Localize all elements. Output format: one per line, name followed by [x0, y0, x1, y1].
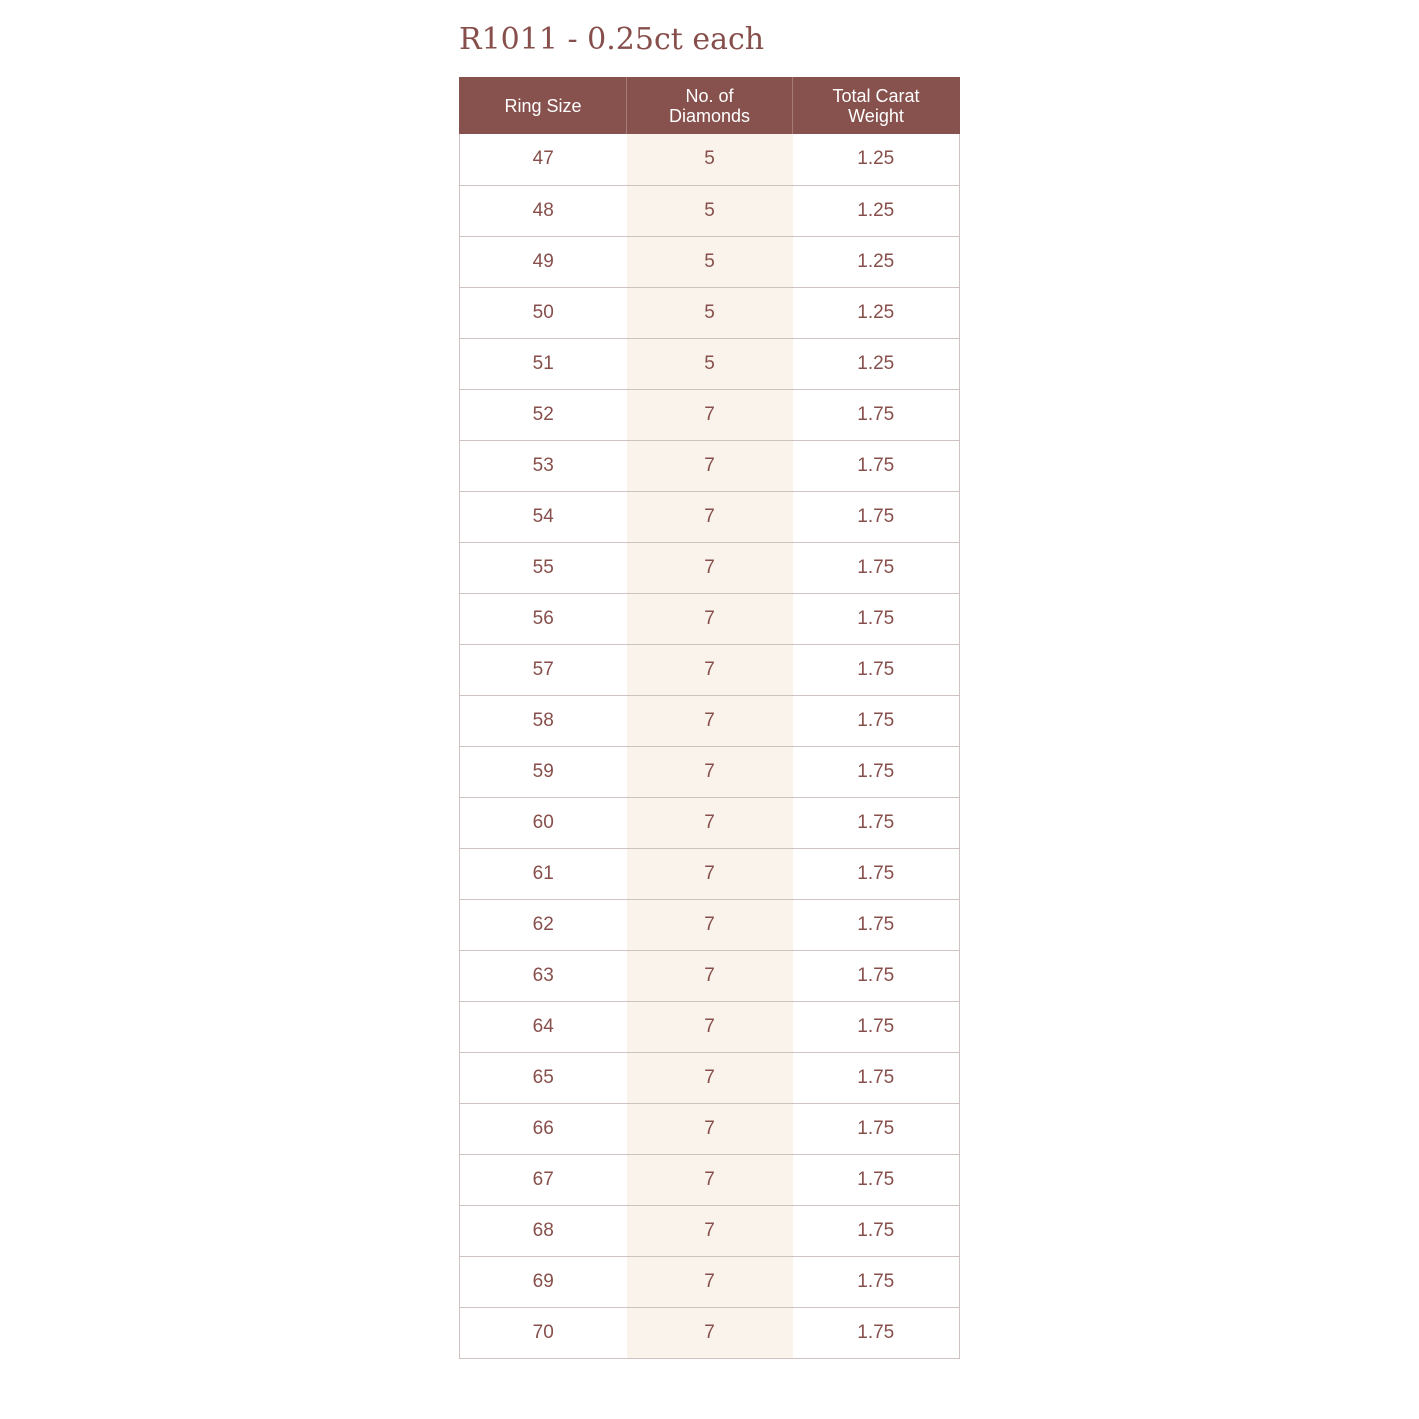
table-body [460, 134, 960, 1358]
cell-no-of-diamonds: 7 [627, 1307, 793, 1358]
table-row [460, 848, 960, 899]
cell-ring-size: 53 [460, 440, 627, 491]
cell-no-of-diamonds: 7 [627, 950, 793, 1001]
cell-total-carat-weight: 1.25 [793, 338, 960, 389]
cell-no-of-diamonds: 7 [627, 695, 793, 746]
cell-ring-size: 66 [460, 1103, 627, 1154]
table-row [460, 1256, 960, 1307]
cell-no-of-diamonds: 5 [627, 236, 793, 287]
table-row [460, 797, 960, 848]
cell-ring-size: 61 [460, 848, 627, 899]
table-row [460, 338, 960, 389]
table-row [460, 746, 960, 797]
cell-ring-size: 67 [460, 1154, 627, 1205]
cell-ring-size: 62 [460, 899, 627, 950]
cell-ring-size: 58 [460, 695, 627, 746]
cell-ring-size: 63 [460, 950, 627, 1001]
cell-ring-size: 47 [460, 134, 627, 185]
cell-ring-size: 55 [460, 542, 627, 593]
cell-total-carat-weight: 1.75 [793, 1052, 960, 1103]
header-total-carat-weight-line1: Total Carat [832, 85, 920, 106]
cell-ring-size: 65 [460, 1052, 627, 1103]
ring-size-chart [459, 20, 959, 1359]
cell-no-of-diamonds: 7 [627, 1001, 793, 1052]
cell-no-of-diamonds: 7 [627, 491, 793, 542]
table-row [460, 950, 960, 1001]
cell-no-of-diamonds: 7 [627, 899, 793, 950]
cell-total-carat-weight: 1.75 [793, 1256, 960, 1307]
cell-no-of-diamonds: 7 [627, 746, 793, 797]
table-row [460, 1205, 960, 1256]
cell-total-carat-weight: 1.25 [793, 287, 960, 338]
table-row [460, 1103, 960, 1154]
cell-no-of-diamonds: 5 [627, 134, 793, 185]
cell-total-carat-weight: 1.75 [793, 1307, 960, 1358]
cell-ring-size: 56 [460, 593, 627, 644]
cell-total-carat-weight: 1.75 [793, 1103, 960, 1154]
header-total-carat-weight-line2: Weight [848, 105, 904, 126]
table-row [460, 287, 960, 338]
table-row [460, 644, 960, 695]
cell-total-carat-weight: 1.75 [793, 848, 960, 899]
cell-total-carat-weight: 1.75 [793, 746, 960, 797]
cell-total-carat-weight: 1.75 [793, 593, 960, 644]
cell-ring-size: 57 [460, 644, 627, 695]
cell-no-of-diamonds: 7 [627, 593, 793, 644]
table-row [460, 542, 960, 593]
table-row [460, 1052, 960, 1103]
cell-total-carat-weight: 1.75 [793, 542, 960, 593]
cell-total-carat-weight: 1.25 [793, 134, 960, 185]
header-ring-size-label: Ring Size [504, 95, 582, 116]
cell-total-carat-weight: 1.75 [793, 899, 960, 950]
table-row [460, 134, 960, 185]
table-row [460, 695, 960, 746]
header-row [460, 77, 960, 134]
cell-ring-size: 70 [460, 1307, 627, 1358]
cell-ring-size: 50 [460, 287, 627, 338]
cell-total-carat-weight: 1.75 [793, 491, 960, 542]
cell-no-of-diamonds: 7 [627, 1256, 793, 1307]
cell-no-of-diamonds: 7 [627, 1154, 793, 1205]
cell-total-carat-weight: 1.75 [793, 695, 960, 746]
table-row [460, 491, 960, 542]
cell-ring-size: 68 [460, 1205, 627, 1256]
header-no-of-diamonds-line1: No. of [685, 85, 734, 106]
header-no-of-diamonds [627, 77, 793, 134]
table-row [460, 1154, 960, 1205]
cell-no-of-diamonds: 7 [627, 1205, 793, 1256]
cell-no-of-diamonds: 7 [627, 1103, 793, 1154]
cell-total-carat-weight: 1.75 [793, 389, 960, 440]
table-row [460, 236, 960, 287]
cell-total-carat-weight: 1.75 [793, 644, 960, 695]
table-row [460, 593, 960, 644]
cell-ring-size: 59 [460, 746, 627, 797]
cell-no-of-diamonds: 7 [627, 848, 793, 899]
cell-total-carat-weight: 1.75 [793, 440, 960, 491]
cell-total-carat-weight: 1.75 [793, 797, 960, 848]
cell-no-of-diamonds: 7 [627, 644, 793, 695]
cell-ring-size: 60 [460, 797, 627, 848]
cell-total-carat-weight: 1.75 [793, 950, 960, 1001]
table-row [460, 1307, 960, 1358]
cell-ring-size: 49 [460, 236, 627, 287]
cell-no-of-diamonds: 7 [627, 389, 793, 440]
cell-no-of-diamonds: 7 [627, 1052, 793, 1103]
cell-ring-size: 51 [460, 338, 627, 389]
cell-no-of-diamonds: 5 [627, 338, 793, 389]
table-row [460, 1001, 960, 1052]
cell-no-of-diamonds: 5 [627, 185, 793, 236]
cell-no-of-diamonds: 7 [627, 440, 793, 491]
cell-no-of-diamonds: 5 [627, 287, 793, 338]
table-row [460, 440, 960, 491]
table-row [460, 899, 960, 950]
cell-total-carat-weight: 1.75 [793, 1205, 960, 1256]
cell-no-of-diamonds: 7 [627, 542, 793, 593]
cell-no-of-diamonds: 7 [627, 797, 793, 848]
header-no-of-diamonds-line2: Diamonds [668, 105, 751, 126]
header-ring-size [460, 77, 627, 134]
header-total-carat-weight [793, 77, 960, 134]
diamond-weight-table [459, 77, 960, 1359]
table-header [460, 77, 960, 134]
table-row [460, 389, 960, 440]
cell-ring-size: 54 [460, 491, 627, 542]
cell-total-carat-weight: 1.75 [793, 1001, 960, 1052]
cell-total-carat-weight: 1.25 [793, 236, 960, 287]
page-title: R1011 - 0.25ct each [459, 22, 765, 57]
cell-total-carat-weight: 1.75 [793, 1154, 960, 1205]
cell-total-carat-weight: 1.25 [793, 185, 960, 236]
cell-ring-size: 64 [460, 1001, 627, 1052]
cell-ring-size: 52 [460, 389, 627, 440]
cell-ring-size: 69 [460, 1256, 627, 1307]
table-row [460, 185, 960, 236]
cell-ring-size: 48 [460, 185, 627, 236]
